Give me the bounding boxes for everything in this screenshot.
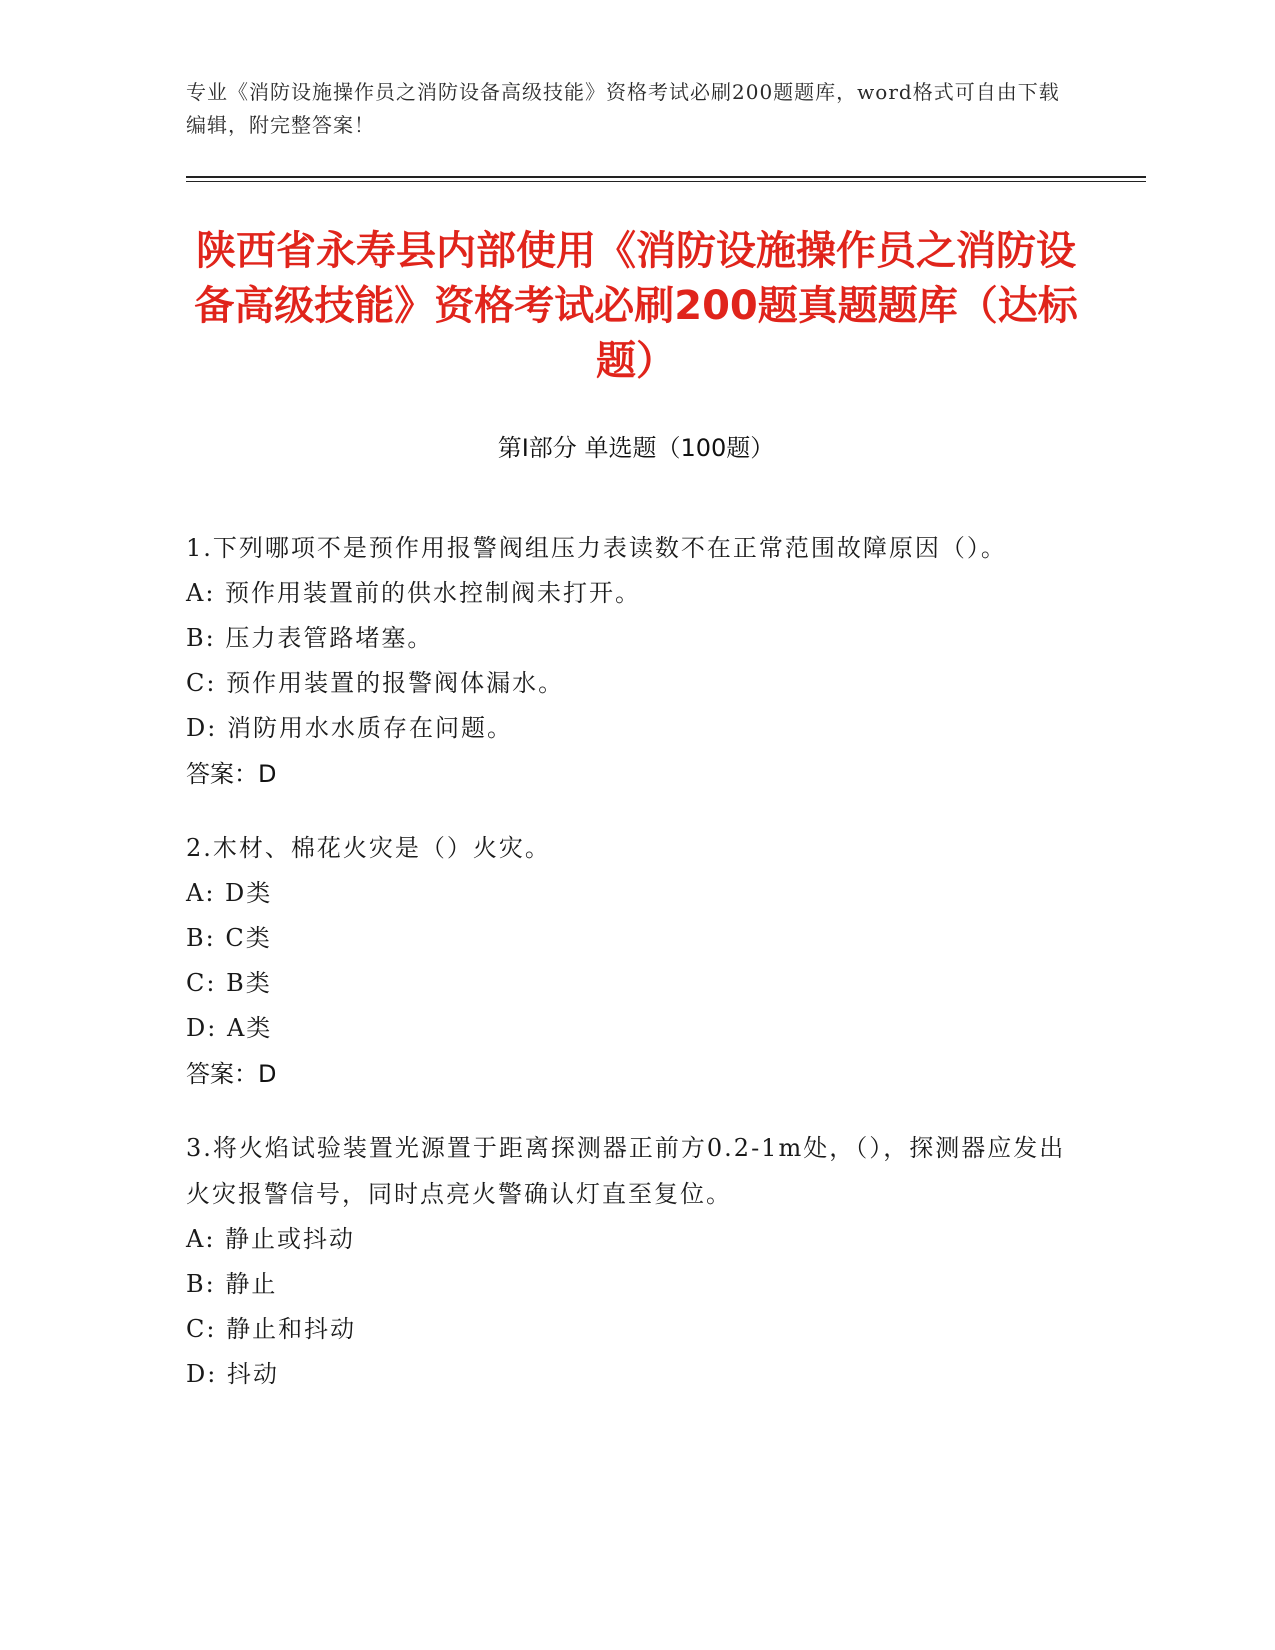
header-rule-thin (186, 181, 1146, 182)
option-a: A: 静止或抖动 (186, 1225, 356, 1253)
question-list (186, 525, 1076, 1425)
option-a: A: 预作用装置前的供水控制阀未打开。 (186, 579, 642, 607)
option-b: B: 压力表管路堵塞。 (186, 624, 434, 652)
section-title: 第Ⅰ部分 单选题（100题） (497, 434, 775, 462)
option-a: A: D类 (186, 879, 273, 907)
question-1 (186, 525, 1076, 797)
header-note: 专业《消防设施操作员之消防设备高级技能》资格考试必刷200题题库，word格式可自由下载编辑，附完整答案！ (186, 80, 1060, 137)
option-b: B: 静止 (186, 1270, 278, 1298)
option-c: C: 静止和抖动 (186, 1315, 357, 1343)
question-2 (186, 825, 1076, 1097)
question-3 (186, 1125, 1076, 1397)
option-c: C: B类 (186, 969, 272, 997)
question-stem: 1.下列哪项不是预作用报警阀组压力表读数不在正常范围故障原因（）。 (186, 534, 1007, 562)
option-b: B: C类 (186, 924, 272, 952)
header-rule-thick (186, 176, 1146, 178)
answer: 答案：D (186, 1060, 277, 1088)
option-d: D: A类 (186, 1014, 273, 1042)
option-c: C: 预作用装置的报警阀体漏水。 (186, 669, 565, 697)
question-stem: 2.木材、棉花火灾是（）火灾。 (186, 834, 551, 862)
document-title: 陕西省永寿县内部使用《消防设施操作员之消防设备高级技能》资格考试必刷200题真题题库（达标题） (194, 228, 1078, 384)
option-d: D: 消防用水水质存在问题。 (186, 714, 513, 742)
answer: 答案：D (186, 760, 277, 788)
option-d: D: 抖动 (186, 1360, 279, 1388)
question-stem: 3.将火焰试验装置光源置于距离探测器正前方0.2-1m处，（），探测器应发出火灾报警信号，同时点亮火警确认灯直至复位。 (186, 1134, 1066, 1208)
